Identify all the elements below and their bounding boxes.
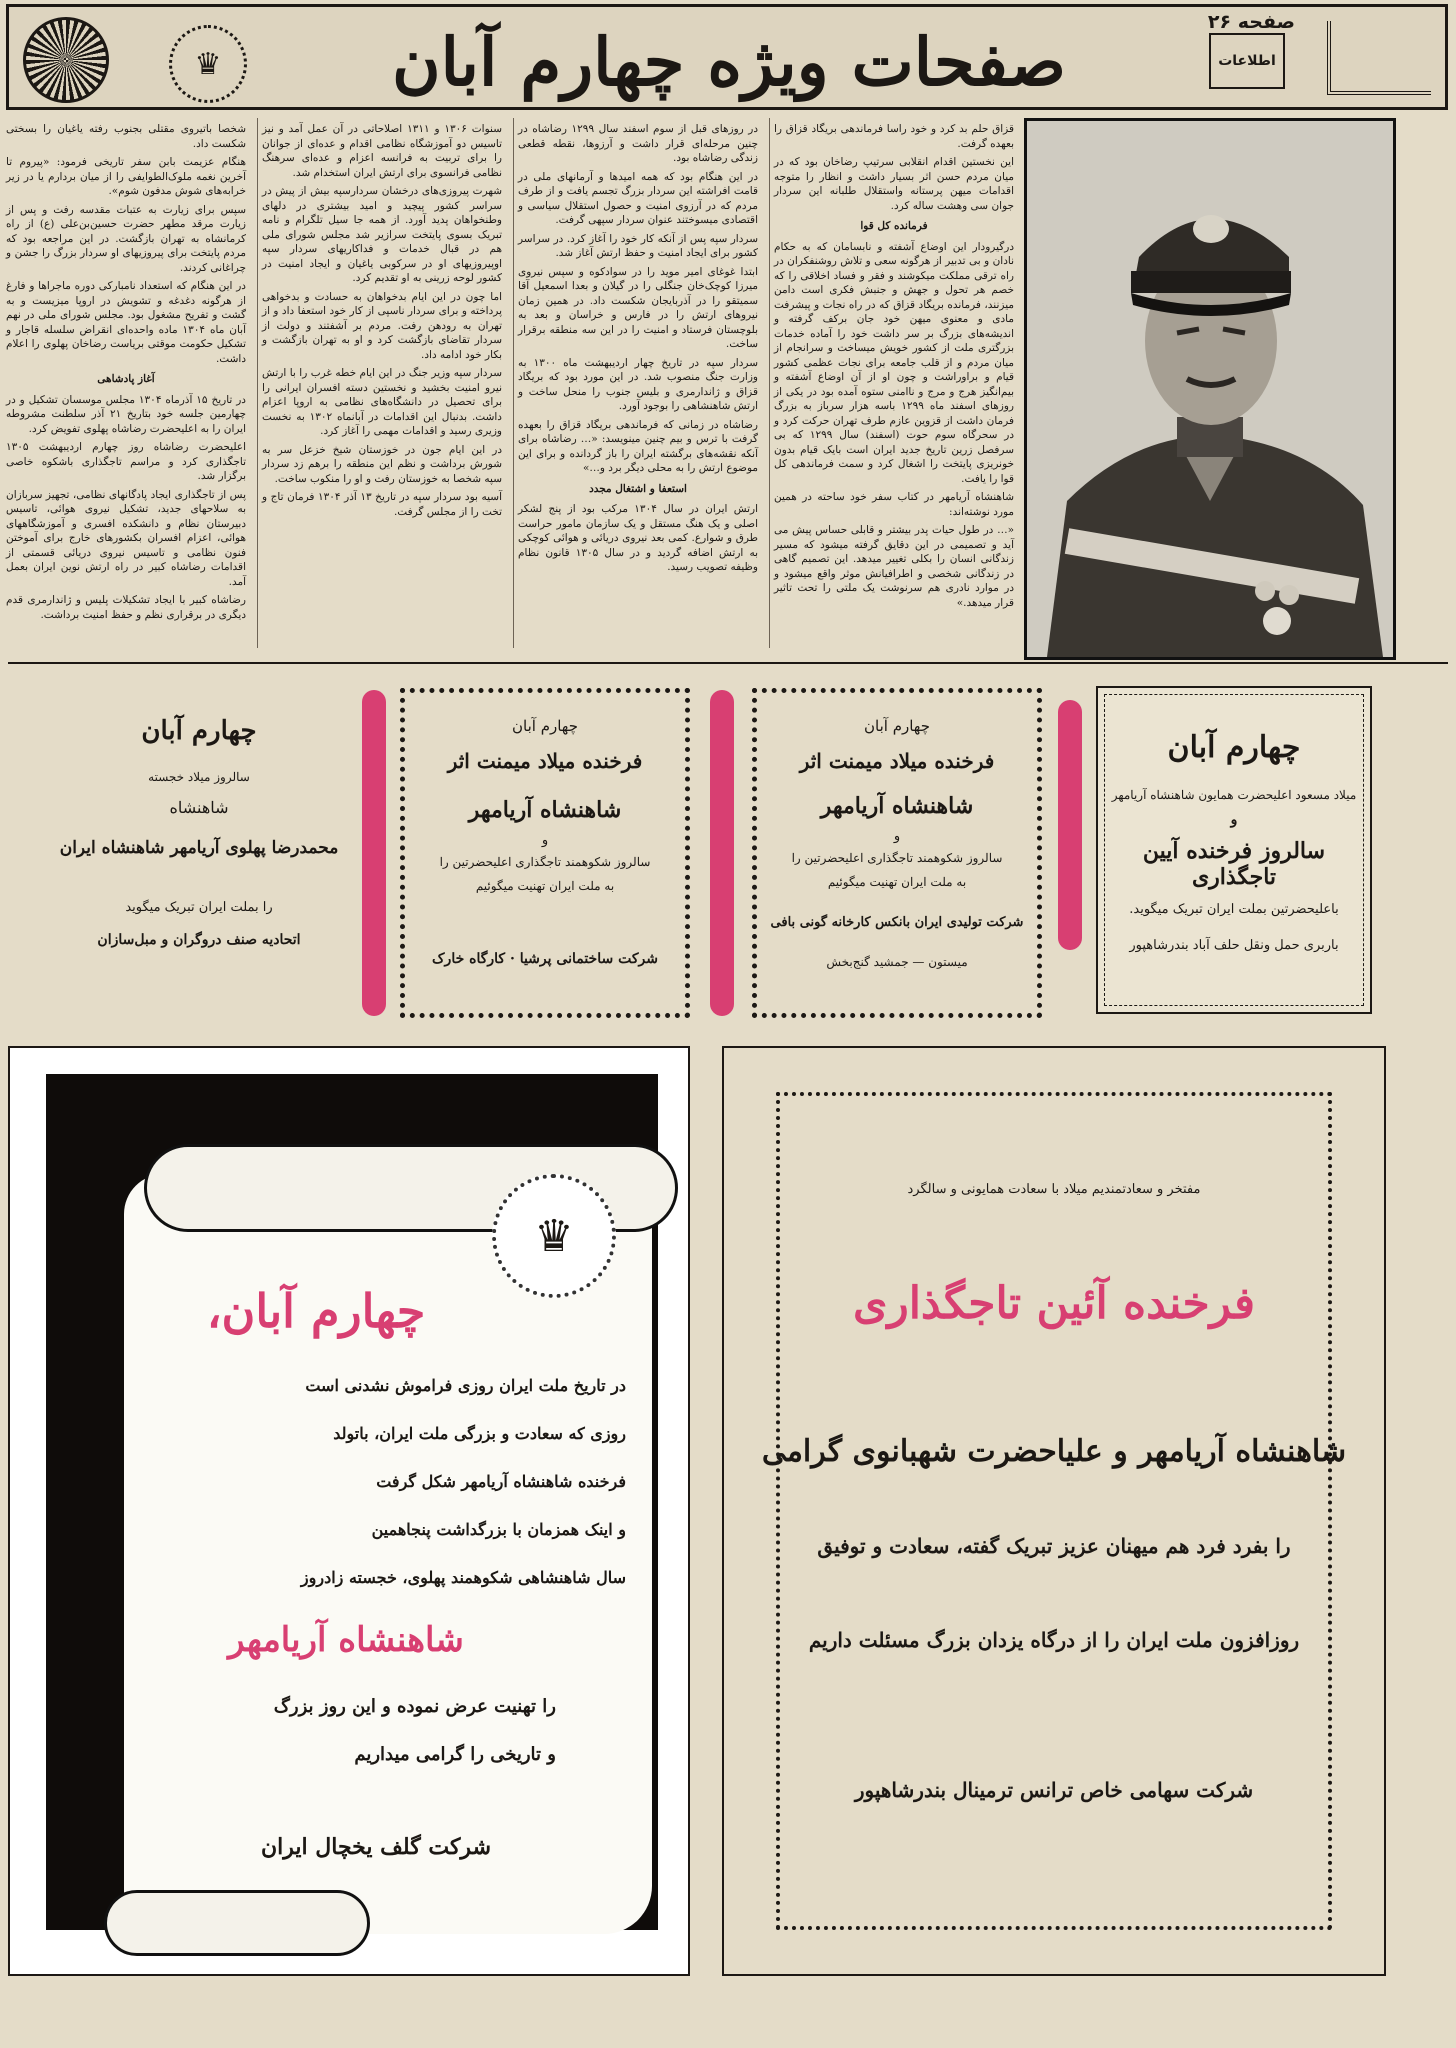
- subheading: استعفا و اشتغال مجدد: [589, 482, 687, 495]
- ornament-rosette-icon: [23, 17, 109, 103]
- ad-title: چهارم آبان،: [206, 1284, 426, 1338]
- ad-line: فرخنده شاهنشاه آریامهر شکل گرفت: [376, 1472, 626, 1491]
- newspaper-badge: اطلاعات: [1209, 33, 1285, 89]
- paragraph: سنوات ۱۳۰۶ و ۱۳۱۱ اصلاحاتی در آن عمل آمد و نیز تاسیس دو آموزشگاه نظامی اقدام و عده‌ای از جوانان را برای تربیت به فرانسه اعزام و عده‌ای سرهنگ نظامی فرانسوی برای ارتش ایران استخدام شد.: [262, 123, 502, 179]
- article-column-3: [256, 118, 508, 656]
- ad-line: شاهنشاه: [169, 798, 229, 817]
- paragraph: این نخستین اقدام انقلابی سرتیپ رضاخان بود که در میان مردم حسن اثر بسیار داشت و انظار را متوجه اقدامات میهن پرستانه واستقلال طلبانه این سردار جوان سی وهشت ساله کرد.: [774, 156, 1014, 212]
- paragraph: هنگام عزیمت بابن سفر تاریخی فرمود: «پیروم تا آخرین نغمه ملوک‌الطوایفی را از میان بردارم یا در زیر خرابه‌های شوش مدفون شوم».: [6, 156, 246, 197]
- ad-line: میلاد مسعود اعلیحضرت همایون شاهنشاه آریامهر: [1111, 788, 1357, 802]
- ad-line: روزی که سعادت و بزرگی ملت ایران، باتولد: [333, 1424, 626, 1443]
- greeting-ad-3: [400, 688, 690, 1018]
- ad-line: به ملت ایران تهنیت میگوئیم: [475, 879, 615, 893]
- ad-company: شرکت گلف یخچال ایران: [260, 1834, 491, 1860]
- greeting-ad-2: [752, 688, 1042, 1018]
- page-number: صفحه ۲۶: [1207, 11, 1295, 33]
- ad-line: فرخنده میلاد میمنت اثر: [447, 749, 643, 773]
- ad-line: و تاریخی را گرامی میداریم: [354, 1744, 556, 1765]
- ad-line: شاهنشاه آریامهر: [468, 797, 622, 823]
- ad-line: سالروز میلاد خجسته: [148, 770, 250, 784]
- ad-line: و اینک همزمان با بزرگداشت پنجاهمین: [371, 1520, 626, 1539]
- scroll-roll-bottom: [104, 1890, 370, 1956]
- portrait-photo: [1024, 118, 1396, 660]
- ad-line: و: [1230, 812, 1238, 828]
- paragraph: در روزهای قبل از سوم اسفند سال ۱۲۹۹ رضاشاه در چنین مرحله‌ای قرار داشت و آرزوها، نقطه قطعی زندگی رضاشاه بود.: [518, 123, 758, 164]
- ad-names: میستون — جمشید گنج‌بخش: [826, 955, 968, 969]
- greeting-ad-1: [1096, 686, 1372, 1014]
- ad-line: و: [541, 833, 549, 848]
- paragraph: قزاق حلم بد کرد و خود راسا فرماندهی بریگاد قزاق را بعهده گرفت.: [774, 123, 1014, 150]
- pink-separator-bar: [1058, 700, 1082, 950]
- paragraph: در تاریخ ۱۵ آذرماه ۱۳۰۴ مجلس موسسان تشکیل و در چهارمین جلسه خود بتاریخ ۲۱ آذر سلطنت مشروطه ایران را به اعلیحضرت رضاشاه پهلوی تفویض کرد.: [6, 393, 246, 435]
- ad-line: را تهنیت عرض نموده و این روز بزرگ: [273, 1696, 556, 1717]
- ad-line: فرخنده میلاد میمنت اثر: [799, 749, 995, 773]
- ad-line: باربری حمل ونقل حلف آباد بندرشاهپور: [1129, 938, 1339, 953]
- paragraph: شخصا باتیروی مقتلی بجنوب رفته یاغیان را بسختی شکست داد.: [6, 123, 246, 150]
- paragraph: پس از تاجگذاری ایجاد پادگانهای نظامی، تجهیز سربازان به سلاحهای جدید، تشکیل نیروی هوائی، تاسیس دبیرستان نظام و دانشکده افسری و آموزشگاههای هوائی، اعزام افسران بکشورهای خارج برای آموختن فنون نظامی و تاسیس نیروی دریائی قسمتی از اقدامات رضاشاه کبیر در راه ارتش نوین ایران بعمل آمد.: [6, 488, 246, 588]
- ad-highlight: شاهنشاه آریامهر: [228, 1620, 464, 1660]
- column-divider: [513, 118, 514, 648]
- coronation-ad: [722, 1046, 1386, 1976]
- ad-company: شرکت تولیدی ایران بانکس کارخانه گونی بافی: [770, 915, 1024, 930]
- company-seal-icon: ♛: [492, 1174, 616, 1298]
- ad-line: سالروز شکوهمند تاجگذاری اعلیحضرتین را: [791, 851, 1003, 865]
- ad-company: شرکت سهامی خاص ترانس ترمینال بندرشاهپور: [854, 1778, 1254, 1802]
- paragraph: ابتدا غوغای امیر موید را در سوادکوه و سپس نیروی میرزا کوچک‌خان جنگلی را در گیلان و بعدا اسمعیل آقا سمیتقو را در آذربایجان شکست داد. در همین زمان نیروهای ارتش را در فارس و خراسان و بعد به بلوچستان فرستاد و امنیت را در این سه منطقه برقرار ساخت.: [518, 265, 758, 350]
- paragraph: سردار سپه وزیر جنگ در این ایام خطه غرب را با ارتش نیرو امنیت بخشید و نخستین دسته افسران ایرانی را برای تحصیل در دانشگاه‌های نظامی به اروپا اعزام داشت. بدنبال این اقدامات در آبانماه ۱۳۰۲ به نخست وزیری رسید و اقدامات مهمی را آغاز کرد.: [262, 367, 502, 437]
- subheading: آغاز پادشاهی: [97, 373, 155, 385]
- subheading: فرمانده کل قوا: [860, 220, 928, 232]
- ad-line: محمدرضا پهلوی آریامهر شاهنشاه ایران: [59, 838, 339, 858]
- article-block: [6, 118, 1020, 648]
- paragraph: در این هنگام بود که همه امیدها و آرمانهای ملی در قامت افراشته این سردار بزرگ تجسم یافت و از طرف مردم که در آرزوی امنیت و حصول استقلال سیاسی و اقتصادی میسوختند عنوان سردار سپهی گرفت.: [518, 170, 758, 226]
- ad-line: سالروز شکوهمند تاجگذاری اعلیحضرتین را: [439, 855, 651, 869]
- paragraph: رضاشاه در زمانی که فرماندهی بریگاد قزاق را بعهده گرفت با ترس و بیم چنین مینویسد: «… رضاشاه برای آنکه نقشه‌های برگشته ایران را باز گردانده و برای این موضوع ارتش را به محلی دیگر برد و…»: [518, 418, 758, 474]
- paragraph: سپس برای زیارت به عتبات مقدسه رفت و پس از زیارت مرقد مطهر حضرت حسین‌بن‌علی (ع) از راه کرمانشاه به تهران بازگشت. در این مراجعه بود که مردم پایتخت برای پیروزیهای او سردار بزرگ را جشن و چراغانی کردند.: [6, 203, 246, 274]
- ad-title: فرخنده آئین تاجگذاری: [853, 1278, 1255, 1329]
- ad-line: سالروز فرخنده آیین تاجگذاری: [1142, 838, 1326, 890]
- article-column-2: [512, 118, 764, 656]
- paragraph: رضاشاه کبیر با ایجاد تشکیلات پلیس و ژاندارمری قدم دیگری در برقراری نظم و حفظ امنیت برداشت.: [6, 594, 246, 621]
- ad-company: شرکت ساختمانی پرشیا · کارگاه خارک: [432, 951, 658, 967]
- ad-line: باعلیحضرتین بملت ایران تبریک میگوید.: [1129, 902, 1339, 917]
- ad-title: چهارم آبان: [1167, 730, 1301, 765]
- column-divider: [769, 118, 770, 648]
- portrait-illustration: [1027, 121, 1393, 657]
- ad-line: را بملت ایران تبریک میگوید: [125, 900, 273, 915]
- scroll-ad: [8, 1046, 690, 1976]
- ad-line: شاهنشاه آریامهر: [820, 793, 974, 819]
- greeting-ad-4: [50, 688, 348, 1018]
- paragraph: شاهنشاه آریامهر در کتاب سفر خود ساحته در همین مورد نوشته‌اند:: [774, 491, 1014, 518]
- ad-line: اتحادیه صنف دروگران و مبل‌سازان: [97, 932, 301, 948]
- paragraph: آسیه بود سردار سپه در تاریخ ۱۳ آذر ۱۳۰۴ فرمان تاج و تخت را از مجلس گرفت.: [262, 491, 502, 518]
- ad-line: را بفرد فرد هم میهنان عزیز تبریک گفته، سعادت و توفیق: [817, 1534, 1291, 1558]
- ad-line: شاهنشاه آریامهر و علیاحضرت شهبانوی گرامی: [761, 1434, 1347, 1469]
- pink-separator-bar: [710, 690, 734, 1016]
- pink-separator-bar: [362, 690, 386, 1016]
- column-divider: [257, 118, 258, 648]
- dotted-ad-border: [776, 1092, 1332, 1930]
- paragraph: شهرت پیروزی‌های درخشان سردارسپه بیش از پیش در سراسر کشور پیچید و امید بیشتری در دلهای وطنخواهان پدید آورد. از همه جا سیل تلگرام و نامه تبریک بسوی پایتخت سرازیر شد مجلس شورای ملی هم در قبال خدمات و فداکاریهای سردار سپه اوپیروزیهای او در سرکوبی یاغیان و ایجاد امنیت در کشور لوحه زرینی به او تقدیم کرد.: [262, 185, 502, 284]
- paragraph: در این هنگام که استعداد نامبارکی دوره ماجراها و فارغ از هرگونه دغدغه و تشویش در اروپا میزیست و به گشت و تفریح مشغول بود. مجلس شورای ملی در نهم آبان ماه ۱۳۰۴ ماده واحده‌ای انقراض سلسله قاجار و تشکیل حکومت موقتی بریاست رضاخان پهلوی را اعلام داشت.: [6, 280, 246, 365]
- corner-ornament-icon: [1327, 21, 1431, 95]
- paragraph: سردار سپه پس از آنکه کار خود را آغاز کرد. در سراسر کشور برای ایجاد امنیت و حفظ ارتش آغاز شد.: [518, 232, 758, 259]
- ad-title: چهارم آبان: [512, 717, 578, 735]
- ad-intro: مفتخر و سعادتمندیم میلاد با سعادت همایونی و سالگرد: [907, 1182, 1201, 1197]
- masthead: [6, 4, 1448, 110]
- paragraph: «… در طول حیات پدر بیشتر و قابلی حساس پیش می آید و تصمیمی در این دقایق گرفته میشود که مسیر زندگانی انسان را بکلی تغییر میدهد. این تصمیم گاهی در زندگانی شخصی و اطرافیانش موثر واقع میشود و در موارد نادری هم سرنوشت یک ملتی را تحت تاثیر قرار میدهد.»: [774, 524, 1014, 609]
- ad-line: در تاریخ ملت ایران روزی فراموش نشدنی است: [305, 1376, 626, 1395]
- paragraph: ارتش ایران در سال ۱۳۰۴ مرکب بود از پنج لشکر اصلی و یک هنگ مستقل و یک سازمان مامور حراست طرق و شوارع. کمی بعد نیروی دریائی و هوائی کوچکی به ارتش اضافه گردید و در سال ۱۳۰۵ قانون نظام وظیفه تصویب رسید.: [518, 503, 759, 573]
- ad-title: چهارم آبان: [864, 717, 930, 735]
- ad-line: به ملت ایران تهنیت میگوئیم: [827, 875, 967, 889]
- paragraph: اما چون در این ایام بدخواهان به حسادت و بدخواهی پرداخته و برای سردار ناسپی از کار خود استعفا داد و از تهران به رودهن رفت. مردم بر آشفتند و دولت از سردار تقاضای بازگشت کرد و او به تهران بازگشت و بکار خود ادامه داد.: [262, 290, 502, 361]
- paragraph: در این ایام جون در خوزستان شیخ خزعل سر به شورش برداشت و نظم این منطقه را برهم زد سردار سپه شخصا به خوزستان رفت و او را منکوب ساخت.: [262, 443, 502, 485]
- page-title: صفحات ویژه چهارم آبان: [392, 23, 1066, 101]
- ad-line: سال شاهنشاهی شکوهمند پهلوی، خجسته زادروز: [300, 1568, 626, 1587]
- ad-line: و: [893, 829, 901, 844]
- article-column-4: [0, 118, 252, 656]
- paragraph: درگیرودار این اوضاع آشفته و نابسامان که به حکام نادان و بی تدبیر از هرگونه سعی و تلاش روشنفکران در راه ترقی مملکت میکوشند و فقر و فساد اخلاقی را که خصم هر تحول و جهش و جنبش فکری است دامن میزنند، فرمانده بریگاد قزاق که در راه نجات و پیشرفت مادی و معنوی میهن خود جان برکف گرفته و اندیشه‌های بزرگ بر سر داشت خود را آماده خدمات بزرگتری ملت از کشور خویش میساخت و سرانجام از میان مردم و از قلب جامعه برای نجات عظمی کشور قیام و براوراشت و چون او از آن اوضاع آشفته و بیم‌انگیز هرج و مرج و ناامنی ستوه آمده بود در یکی از روزهای اسفند ماه ۱۲۹۹ باسه هزار سرباز به بزرگ فرمان داشت از قزوین عازم طرف تهران حرکت کرد و در سحرگاه سوم حوت (اسفند) سال ۱۲۹۹ که بی سرفصل زرین تاریخ جدید ایران است بایک قیام بدون خونریزی پایتخت را اشغال کرد و سمت فرماندهی کل قوا را یافت.: [774, 240, 1014, 485]
- paragraph: سردار سپه در تاریخ چهار اردیبهشت ماه ۱۳۰۰ به وزارت جنگ منصوب شد. در این مورد بود که بریگاد قزاق و ژاندارمری و بلیس جنوب را منحل ساخت و ارتش شاهنشاهی را بوجود آورد.: [518, 356, 758, 412]
- ad-title: چهارم آبان: [141, 716, 257, 746]
- section-divider: [8, 662, 1448, 664]
- ad-line: روزافزون ملت ایران را از درگاه یزدان بزرگ مسئلت داریم: [808, 1628, 1300, 1652]
- ad-black-panel: [46, 1074, 658, 1930]
- article-column-1: [768, 118, 1020, 656]
- crown-seal-icon: ♛: [169, 25, 247, 103]
- paragraph: اعلیحضرت رضاشاه روز چهارم اردیبهشت ۱۳۰۵ تاجگذاری کرد و مراسم تاجگذاری باشکوه خاصی برگزار شد.: [6, 441, 246, 482]
